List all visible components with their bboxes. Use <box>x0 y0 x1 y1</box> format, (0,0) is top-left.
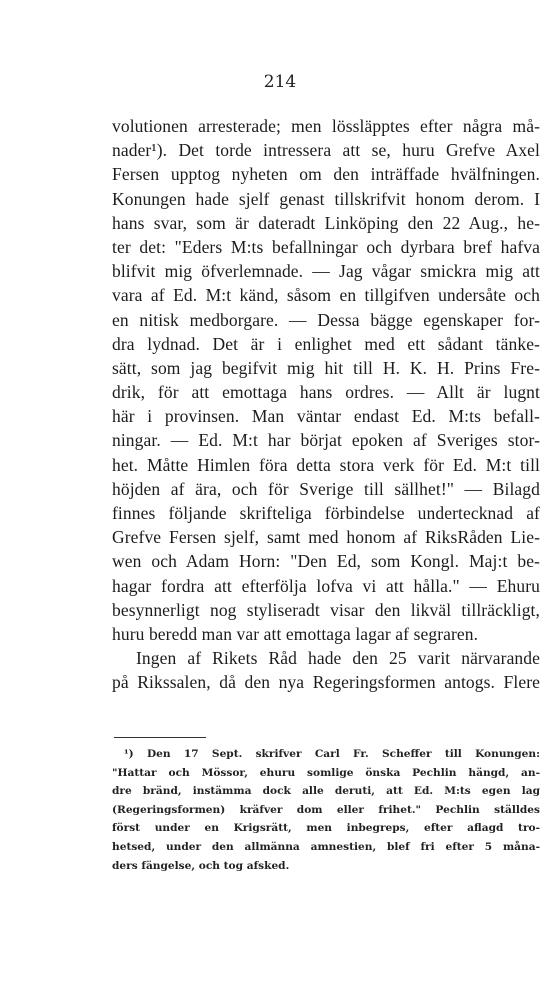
text-line: ningar. — Ed. M:t har börjat epoken af Sveriges stor- <box>112 430 540 451</box>
footnote-line: (Regeringsformen) kräfver dom eller frihet." Pechlin ställdes <box>112 803 540 816</box>
text-line: blifvit mig öfverlemnade. — Jag vågar smickra mig att <box>112 261 540 282</box>
footnote-line: ders fängelse, och tog afsked. <box>112 859 290 872</box>
footnote-line: först under en Krigsrätt, men inbegreps, efter aflagd tro- <box>112 822 540 835</box>
text-line: Grefve Fersen sjelf, samt med honom af RiksRåden Lie- <box>112 527 540 548</box>
footnote-divider <box>114 737 206 738</box>
text-line: besynnerligt nog styliseradt visar den likväl tillräckligt, <box>112 599 540 620</box>
text-line: nader¹). Det torde intressera att se, huru Grefve Axel <box>112 140 540 161</box>
footnote-line: "Hattar och Mössor, ehuru somlige önska Pechlin hängd, an- <box>112 766 540 779</box>
footnote-line: hetsed, under den allmänna amnestien, blef fri efter 5 måna- <box>112 840 540 853</box>
text-line: Konungen hade sjelf genast tillskrifvit honom derom. I <box>112 188 540 209</box>
text-line: höjden af ära, och för Sverige till sällhet!" — Bilagd <box>112 478 540 499</box>
text-line: sätt, som jag begifvit mig hit till H. K. H. Prins Fre- <box>112 357 540 378</box>
text-line: här i provinsen. Man väntar endast Ed. M:ts befall- <box>112 406 540 427</box>
text-line: wen och Adam Horn: "Den Ed, som Kongl. Maj:t be- <box>112 551 540 572</box>
text-line: en nitisk medborgare. — Dessa bägge egenskaper for- <box>112 309 540 330</box>
footnote <box>112 745 540 875</box>
text-line: huru beredd man var att emottaga lagar af segraren. <box>112 623 479 644</box>
text-line: finnes följande skrifteliga förbindelse undertecknad af <box>112 503 540 523</box>
text-line: Fersen upptog nyheten om den inträffade hvälfningen. <box>112 164 540 185</box>
text-line: hagar fordra att efterfölja lofva vi att hålla." — Ehuru <box>112 575 540 596</box>
text-line: drik, för att emottaga hans ordres. — Allt är lugnt <box>112 382 540 403</box>
text-line: ter det: "Eders M:ts befallningar och dyrbara bref hafva <box>112 236 540 257</box>
text-line: het. Måtte Himlen föra detta stora verk för Ed. M:t till <box>112 454 540 475</box>
page-number: 214 <box>263 72 297 92</box>
main-text <box>112 114 540 695</box>
text-line: volutionen arresterade; men lössläpptes efter några må- <box>112 116 540 136</box>
text-line: på Rikssalen, då den nya Regeringsformen antogs. Flere <box>112 672 540 693</box>
text-line: hans svar, som är dateradt Linköping den 22 Aug., he- <box>112 212 540 233</box>
footnote-line: dre bränd, instämma dock alle deruti, att Ed. M:ts egen lag <box>112 785 540 798</box>
text-line: vara af Ed. M:t känd, såsom en tillgifven undersåte och <box>112 285 540 306</box>
text-line: dra lydnad. Det är i enlighet med ett sådant tänke- <box>112 333 540 354</box>
paragraph-start-line: Ingen af Rikets Råd hade den 25 varit närvarande <box>136 648 540 669</box>
footnote-line: ¹) Den 17 Sept. skrifver Carl Fr. Scheffer till Konungen: <box>124 748 540 760</box>
